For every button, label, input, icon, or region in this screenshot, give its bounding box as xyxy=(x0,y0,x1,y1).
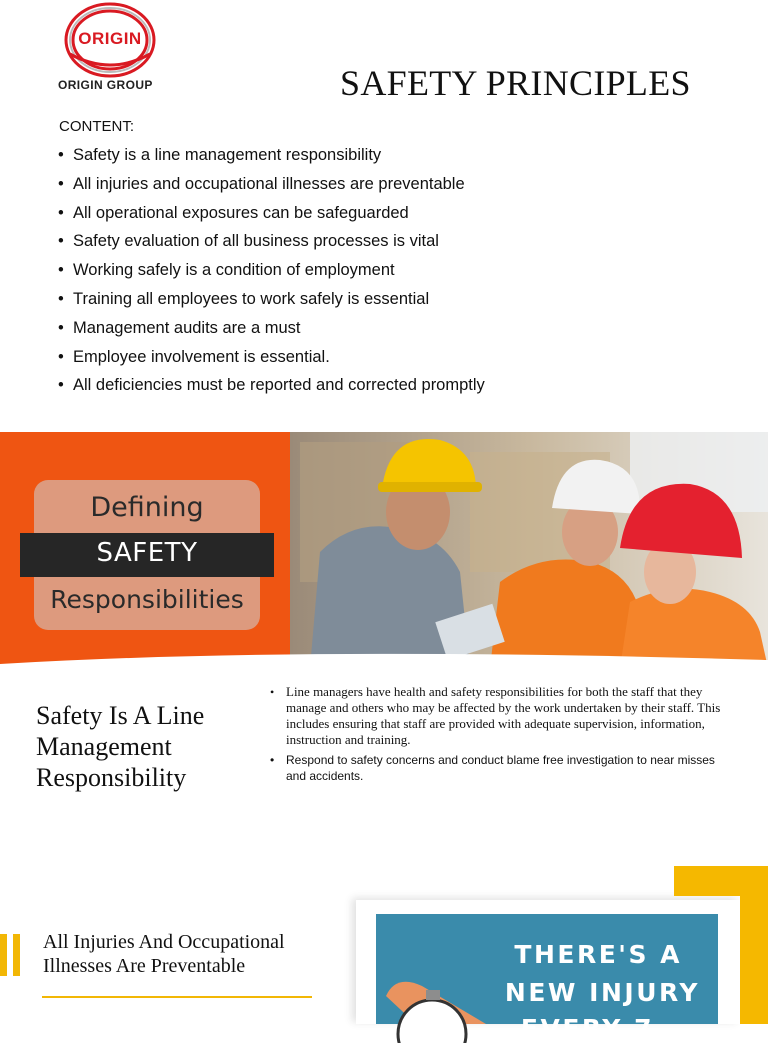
bullet-icon: • xyxy=(58,174,64,193)
logo-group-name: ORIGIN GROUP xyxy=(58,78,153,92)
banner-line-safety: SAFETY xyxy=(96,538,198,568)
bullet-icon: • xyxy=(58,203,64,222)
banner-line-defining: Defining xyxy=(90,492,204,523)
list-item-text: Respond to safety concerns and conduct blame free investigation to near misses and accidents. xyxy=(286,753,715,783)
yellow-frame-side xyxy=(740,866,768,1024)
page-title: SAFETY PRINCIPLES xyxy=(340,63,691,103)
list-item-text: Line managers have health and safety responsibilities for both the staff that they manage and others who may be affected by the work undertaken by their staff. This includes ensuring that staff are provided with adequate supervision, information, instruction and training. xyxy=(286,684,721,747)
list-item xyxy=(58,228,485,257)
list-item xyxy=(58,142,485,171)
content-label: CONTENT: xyxy=(59,118,134,135)
line-management-bullets xyxy=(268,684,734,784)
bullet-icon: • xyxy=(58,289,64,308)
origin-logo xyxy=(58,2,168,92)
bullet-icon: • xyxy=(270,753,275,767)
list-item-text: Training all employees to work safely is essential xyxy=(73,289,430,308)
list-item xyxy=(268,684,734,748)
list-item xyxy=(58,344,485,373)
yellow-mark xyxy=(0,934,7,976)
principles-list xyxy=(58,142,485,401)
section-underline xyxy=(42,996,312,998)
list-item-text: Safety is a line management responsibility xyxy=(73,146,382,164)
poster-line-2: NEW INJURY xyxy=(504,978,700,1007)
poster-line-3: EVERY 7 xyxy=(520,1014,654,1043)
poster-line-1: THERE'S A xyxy=(514,940,682,969)
list-item xyxy=(58,171,485,200)
banner-line-responsibilities: Responsibilities xyxy=(50,585,244,614)
list-item xyxy=(268,753,734,784)
bullet-icon: • xyxy=(58,347,64,366)
list-item xyxy=(58,286,485,315)
bullet-icon: • xyxy=(58,146,64,164)
yellow-accent-marks xyxy=(0,934,22,976)
list-item-text: Working safely is a condition of employment xyxy=(73,261,395,280)
bullet-icon: • xyxy=(270,685,275,699)
list-item xyxy=(58,200,485,229)
list-item xyxy=(58,372,485,401)
list-item-text: Safety evaluation of all business processes is vital xyxy=(73,232,439,251)
stopwatch-icon xyxy=(376,914,718,1024)
safety-banner xyxy=(0,432,768,668)
bullet-icon: • xyxy=(58,261,64,280)
list-item-text: Employee involvement is essential. xyxy=(73,347,330,366)
logo-word: ORIGIN xyxy=(78,29,142,48)
list-item-text: All operational exposures can be safeguarded xyxy=(73,203,409,222)
list-item-text: All deficiencies must be reported and corrected promptly xyxy=(73,376,485,395)
list-item-text: Management audits are a must xyxy=(73,318,301,337)
bullet-icon: • xyxy=(58,232,64,251)
section-title-line-management: Safety Is A Line Management Responsibility xyxy=(36,701,205,792)
list-item-text: All injuries and occupational illnesses are preventable xyxy=(73,174,465,193)
bullet-icon: • xyxy=(58,376,64,395)
bullet-icon: • xyxy=(58,318,64,337)
list-item xyxy=(58,315,485,344)
section-title-preventable: All Injuries And Occupational Illnesses Are Preventable xyxy=(43,931,285,977)
yellow-mark xyxy=(13,934,20,976)
injury-poster xyxy=(376,914,718,1043)
list-item xyxy=(58,257,485,286)
